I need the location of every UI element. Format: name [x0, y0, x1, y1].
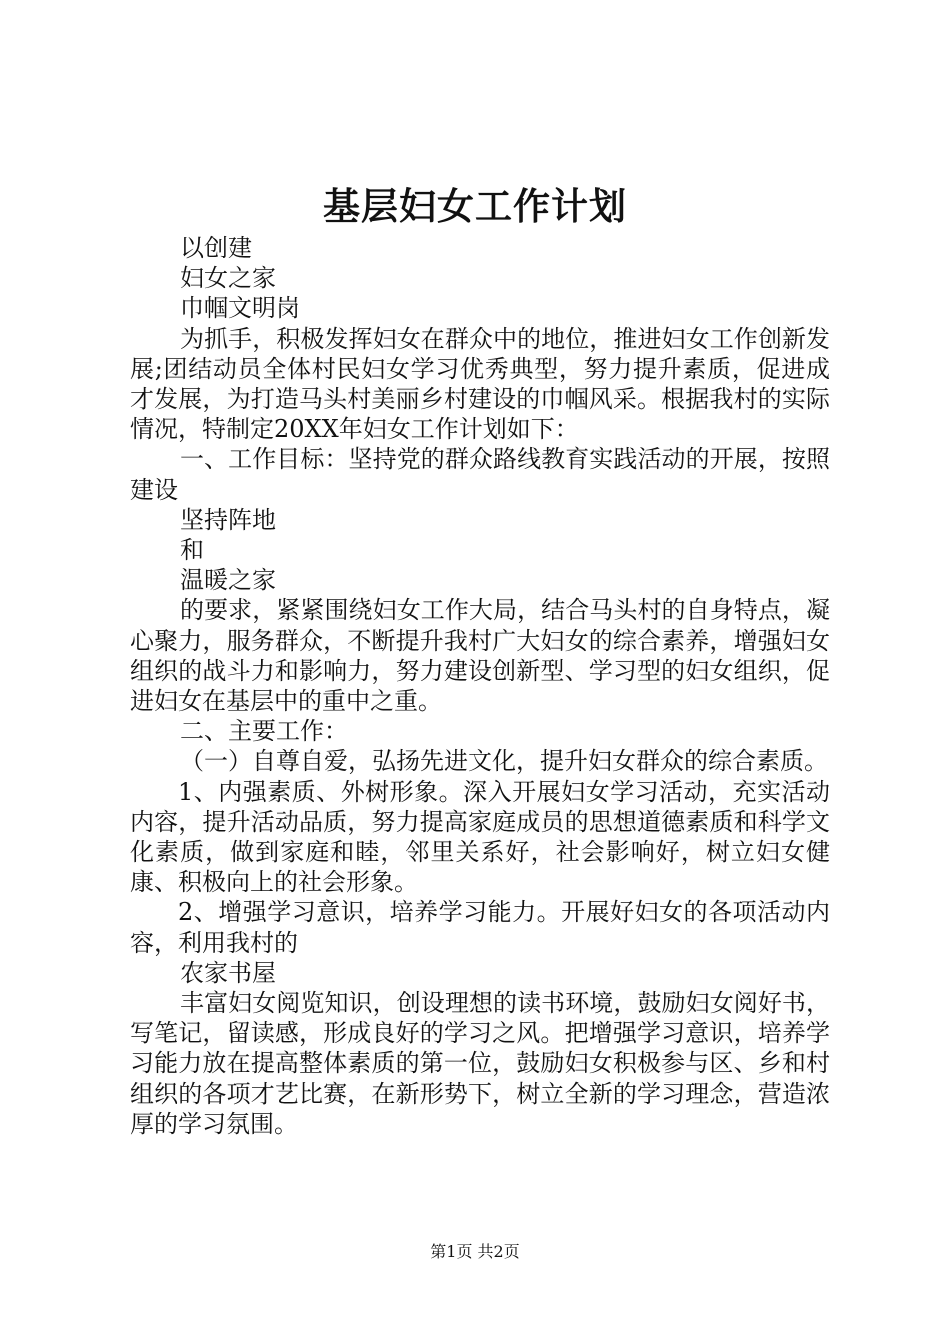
- paragraph: 妇女之家: [180, 264, 276, 293]
- paragraph: 为抓手，积极发挥妇女在群众中的地位，推进妇女工作创新发展;团结动员全体村民妇女学习优秀典型，努力提升素质，促进成才发展，为打造马头村美丽乡村建设的巾帼风采。根据我村的实际情况，特制定20XX年妇女工作计划如下：: [130, 324, 830, 444]
- paragraph: 2、增强学习意识，培养学习能力。开展好妇女的各项活动内容，利用我村的: [130, 898, 830, 957]
- paragraph: 二、主要工作：: [180, 717, 348, 746]
- document-body: [130, 233, 830, 1139]
- paragraph: 坚持阵地: [180, 505, 276, 534]
- paragraph: 以创建: [180, 234, 252, 262]
- page-footer: 第1页 共2页: [430, 1242, 520, 1261]
- paragraph: 和: [180, 536, 204, 565]
- paragraph: 温暖之家: [180, 566, 276, 595]
- paragraph: 的要求，紧紧围绕妇女工作大局，结合马头村的自身特点，凝心聚力，服务群众，不断提升我村广大妇女的综合素养，增强妇女组织的战斗力和影响力，努力建设创新型、学习型的妇女组织，促进妇女在基层中的重中之重。: [130, 596, 830, 716]
- paragraph: 巾帼文明岗: [180, 294, 300, 323]
- paragraph: （一）自尊自爱，弘扬先进文化，提升妇女群众的综合素质。: [180, 747, 828, 776]
- paragraph: 1、内强素质、外树形象。深入开展妇女学习活动，充实活动内容，提升活动品质，努力提高家庭成员的思想道德素质和科学文化素质，做到家庭和睦，邻里关系好，社会影响好，树立妇女健康、积极向上的社会形象。: [130, 777, 830, 897]
- paragraph: 一、工作目标：坚持党的群众路线教育实践活动的开展，按照建设: [130, 445, 830, 504]
- paragraph: 农家书屋: [180, 958, 276, 987]
- paragraph: 丰富妇女阅览知识，创设理想的读书环境，鼓励妇女阅好书，写笔记，留读感，形成良好的学习之风。把增强学习意识，培养学习能力放在提高整体素质的第一位，鼓励妇女积极参与区、乡和村组织的各项才艺比赛，在新形势下，树立全新的学习理念，营造浓厚的学习氛围。: [130, 989, 830, 1138]
- document-title: 基层妇女工作计划: [323, 184, 627, 228]
